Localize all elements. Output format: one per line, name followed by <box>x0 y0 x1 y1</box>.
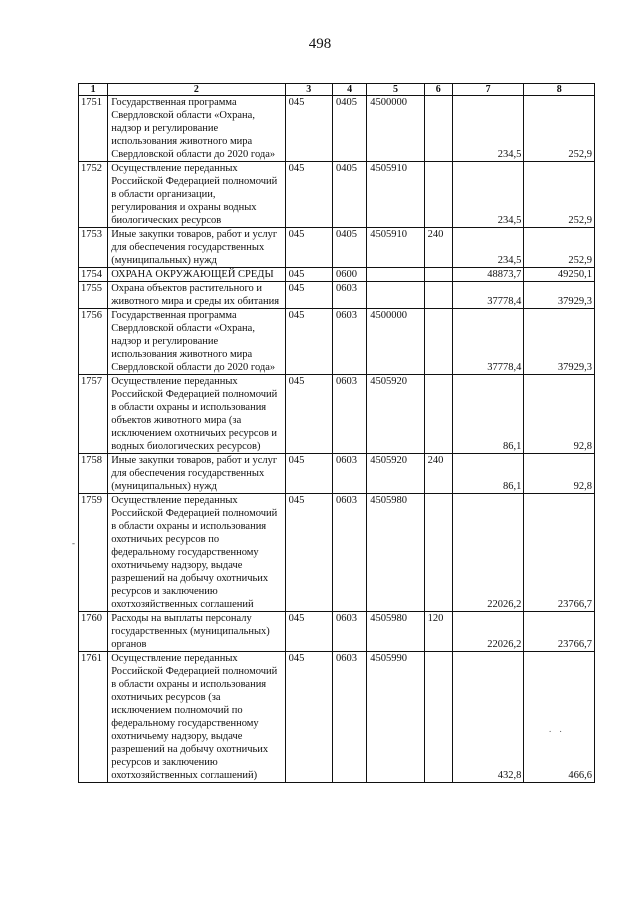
amount-2016: 466,6 <box>524 652 595 783</box>
margin-mark: - <box>72 538 75 548</box>
code-kind: 240 <box>424 228 452 268</box>
code-admin: 045 <box>285 228 332 268</box>
amount-2015: 37778,4 <box>452 282 524 309</box>
row-name: Иные закупки товаров, работ и услуг для обеспечения государственных (муниципальных) нужд <box>108 228 285 268</box>
code-kind <box>424 652 452 783</box>
amount-2016: 23766,7 <box>524 612 595 652</box>
code-target: 4505990 <box>367 652 424 783</box>
amount-2016: 92,8 <box>524 454 595 494</box>
amount-2016: 252,9 <box>524 96 595 162</box>
table-row <box>79 162 595 228</box>
row-number: 1756 <box>79 309 108 375</box>
code-section: 0603 <box>332 652 366 783</box>
code-section: 0600 <box>332 268 366 282</box>
row-name: Осуществление переданных Российской Федерацией полномочий в области охраны и использования объектов животного мира (за исключением охотничьих ресурсов и водных биологических ресурсов) <box>108 375 285 454</box>
code-kind: 240 <box>424 454 452 494</box>
amount-2015: 234,5 <box>452 162 524 228</box>
amount-2015: 22026,2 <box>452 612 524 652</box>
code-admin: 045 <box>285 268 332 282</box>
table-row <box>79 652 595 783</box>
table-row <box>79 454 595 494</box>
row-name: Иные закупки товаров, работ и услуг для обеспечения государственных (муниципальных) нужд <box>108 454 285 494</box>
code-target <box>367 268 424 282</box>
code-section: 0603 <box>332 375 366 454</box>
code-section: 0603 <box>332 282 366 309</box>
row-number: 1759 <box>79 494 108 612</box>
budget-table <box>78 83 595 783</box>
amount-2016: 252,9 <box>524 162 595 228</box>
row-name: Расходы на выплаты персоналу государственных (муниципальных) органов <box>108 612 285 652</box>
amount-2015: 86,1 <box>452 375 524 454</box>
row-number: 1752 <box>79 162 108 228</box>
row-name: Государственная программа Свердловской области «Охрана, надзор и регулирование использования животного мира Свердловской области до 2020 года» <box>108 309 285 375</box>
amount-2015: 86,1 <box>452 454 524 494</box>
code-admin: 045 <box>285 652 332 783</box>
column-header: 3 <box>285 84 332 96</box>
code-kind <box>424 268 452 282</box>
row-name: Осуществление переданных Российской Федерацией полномочий в области охраны и использования охотничьих ресурсов по федеральному государственному охотничьему надзору, выдаче разрешений на добычу охотничьих ресурсов и заключению охотхозяйственных соглашений <box>108 494 285 612</box>
amount-2016: 49250,1 <box>524 268 595 282</box>
code-section: 0603 <box>332 612 366 652</box>
amount-2016: 252,9 <box>524 228 595 268</box>
row-name: Охрана объектов растительного и животного мира и среды их обитания <box>108 282 285 309</box>
code-target: 4505910 <box>367 162 424 228</box>
code-admin: 045 <box>285 162 332 228</box>
code-kind <box>424 375 452 454</box>
row-number: 1757 <box>79 375 108 454</box>
code-kind <box>424 282 452 309</box>
code-kind <box>424 162 452 228</box>
code-section: 0405 <box>332 96 366 162</box>
table-row <box>79 228 595 268</box>
column-header: 2 <box>108 84 285 96</box>
amount-2016: 92,8 <box>524 375 595 454</box>
amount-2015: 432,8 <box>452 652 524 783</box>
code-section: 0603 <box>332 309 366 375</box>
row-name: Осуществление переданных Российской Федерацией полномочий в области организации, регулирования и охраны водных биологических ресурсов <box>108 162 285 228</box>
amount-2016: 37929,3 <box>524 282 595 309</box>
code-kind: 120 <box>424 612 452 652</box>
code-target: 4500000 <box>367 309 424 375</box>
code-target: 4505910 <box>367 228 424 268</box>
code-admin: 045 <box>285 282 332 309</box>
amount-2015: 37778,4 <box>452 309 524 375</box>
column-header: 1 <box>79 84 108 96</box>
code-target: 4505980 <box>367 612 424 652</box>
row-number: 1758 <box>79 454 108 494</box>
code-admin: 045 <box>285 375 332 454</box>
amount-2015: 234,5 <box>452 96 524 162</box>
code-admin: 045 <box>285 96 332 162</box>
amount-2015: 48873,7 <box>452 268 524 282</box>
row-number: 1755 <box>79 282 108 309</box>
row-number: 1761 <box>79 652 108 783</box>
code-target: 4505980 <box>367 494 424 612</box>
table-row <box>79 494 595 612</box>
code-target: 4500000 <box>367 96 424 162</box>
amount-2015: 234,5 <box>452 228 524 268</box>
code-kind <box>424 309 452 375</box>
row-number: 1753 <box>79 228 108 268</box>
code-admin: 045 <box>285 494 332 612</box>
code-target: 4505920 <box>367 454 424 494</box>
code-admin: 045 <box>285 309 332 375</box>
code-section: 0405 <box>332 228 366 268</box>
table-row <box>79 375 595 454</box>
table-row <box>79 309 595 375</box>
table-header-row <box>79 84 595 96</box>
column-header: 5 <box>367 84 424 96</box>
code-target: 4505920 <box>367 375 424 454</box>
code-kind <box>424 96 452 162</box>
column-header: 6 <box>424 84 452 96</box>
column-header: 7 <box>452 84 524 96</box>
row-number: 1754 <box>79 268 108 282</box>
code-admin: 045 <box>285 612 332 652</box>
code-section: 0405 <box>332 162 366 228</box>
row-number: 1760 <box>79 612 108 652</box>
code-target <box>367 282 424 309</box>
code-section: 0603 <box>332 494 366 612</box>
amount-2016: 37929,3 <box>524 309 595 375</box>
amount-2016: 23766,7 <box>524 494 595 612</box>
column-header: 8 <box>524 84 595 96</box>
code-admin: 045 <box>285 454 332 494</box>
table-row <box>79 282 595 309</box>
column-header: 4 <box>332 84 366 96</box>
code-kind <box>424 494 452 612</box>
table-row <box>79 268 595 282</box>
row-name: ОХРАНА ОКРУЖАЮЩЕЙ СРЕДЫ <box>108 268 285 282</box>
row-name: Осуществление переданных Российской Федерацией полномочий в области охраны и использования охотничьих ресурсов (за исключением полномочий по федеральному государственному охотничьему надзору, выдаче разрешений на добычу охотничьих ресурсов и заключению охотхозяйственных соглашений) <box>108 652 285 783</box>
row-name: Государственная программа Свердловской области «Охрана, надзор и регулирование использования животного мира Свердловской области до 2020 года» <box>108 96 285 162</box>
amount-2015: 22026,2 <box>452 494 524 612</box>
table-row <box>79 612 595 652</box>
page-number: 498 <box>308 36 332 52</box>
code-section: 0603 <box>332 454 366 494</box>
row-number: 1751 <box>79 96 108 162</box>
table-row <box>79 96 595 162</box>
scan-artifact: . . <box>549 724 565 734</box>
